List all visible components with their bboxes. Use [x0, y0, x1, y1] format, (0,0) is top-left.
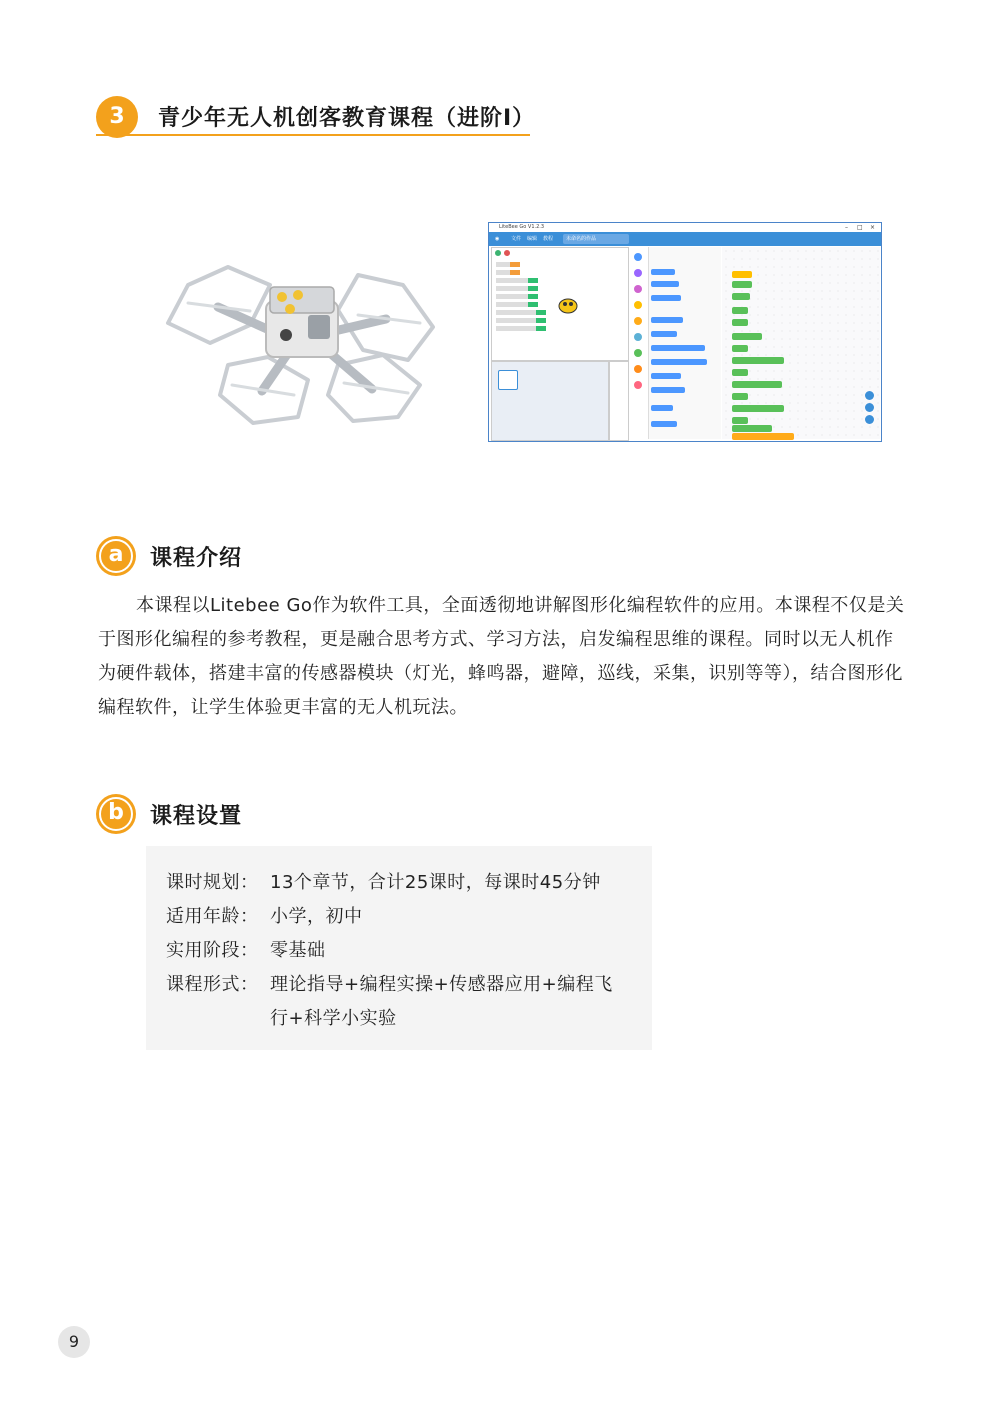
script-block	[732, 281, 752, 288]
backdrop-panel	[609, 361, 629, 441]
category-dot	[634, 317, 642, 325]
script-block	[732, 345, 748, 352]
script-block	[732, 307, 748, 314]
category-dot	[634, 253, 642, 261]
settings-row	[166, 934, 326, 968]
sprite-thumbnail	[498, 370, 518, 390]
zoom-reset-icon	[865, 415, 874, 424]
zoom-in-icon	[865, 391, 874, 400]
globe-icon: ◉	[495, 236, 500, 242]
script-block	[732, 425, 772, 432]
category-column	[630, 247, 649, 439]
settings-row	[166, 900, 363, 934]
category-dot	[634, 349, 642, 357]
settings-badge-letter: b	[108, 800, 124, 825]
palette-block	[651, 345, 705, 351]
block-palette	[649, 247, 721, 439]
toolbar-file: 文件	[511, 236, 522, 242]
script-block	[732, 357, 784, 364]
stage-panel	[491, 247, 629, 361]
maximize-icon: □	[857, 224, 863, 231]
intro-paragraph: 本课程以Litebee Go作为软件工具，全面透彻地讲解图形化编程软件的应用。本课程不仅是关于图形化编程的参考教程，更是融合思考方式、学习方法，启发编程思维的课程。同时以无人机作为硬件载体，搭建丰富的传感器模块（灯光，蜂鸣器，避障，巡线，采集，识别等等），结合图形化编程软件，让学生体验更丰富的无人机玩法。	[98, 595, 905, 718]
title-underline	[96, 134, 530, 136]
palette-block	[651, 387, 685, 393]
software-screenshot	[488, 222, 882, 442]
script-block	[732, 319, 748, 326]
palette-block	[651, 317, 683, 323]
script-block	[732, 369, 748, 376]
category-dot	[634, 269, 642, 277]
settings-row	[166, 866, 601, 900]
palette-block	[651, 295, 681, 301]
app-toolbar	[489, 232, 881, 246]
palette-block	[651, 281, 679, 287]
settings-label: 课程形式：	[166, 974, 259, 995]
settings-value: 理论指导+编程实操+传感器应用+编程飞	[270, 974, 613, 995]
palette-block	[651, 269, 675, 275]
toolbar-edit: 编辑	[527, 236, 538, 242]
script-block	[732, 393, 748, 400]
intro-title: 课程介绍	[150, 546, 243, 571]
zoom-out-icon	[865, 403, 874, 412]
palette-block	[651, 359, 707, 365]
close-icon: ×	[870, 224, 876, 231]
settings-title: 课程设置	[150, 804, 243, 829]
drone-image	[158, 245, 440, 425]
palette-block	[651, 405, 673, 411]
script-block	[732, 381, 782, 388]
category-dot	[634, 301, 642, 309]
toolbar-tutorial: 教程	[543, 236, 554, 242]
minimize-icon: –	[845, 224, 848, 231]
palette-block	[651, 331, 677, 337]
script-block	[732, 417, 748, 424]
script-block	[732, 405, 784, 412]
script-block	[732, 271, 752, 278]
category-dot	[634, 285, 642, 293]
settings-value: 零基础	[270, 940, 326, 961]
settings-value: 行+科学小实验	[270, 1008, 397, 1029]
settings-label: 课时规划：	[166, 872, 259, 893]
category-dot	[634, 333, 642, 341]
settings-label: 实用阶段：	[166, 940, 259, 961]
settings-value: 13个章节，合计25课时，每课时45分钟	[270, 872, 601, 893]
settings-value: 小学，初中	[270, 906, 363, 927]
settings-label: 适用年龄：	[166, 906, 259, 927]
script-block	[732, 433, 794, 440]
script-block	[732, 333, 762, 340]
settings-box	[146, 846, 652, 1050]
palette-block	[651, 421, 677, 427]
project-name-field: 未命名的作品	[563, 234, 629, 244]
script-block	[732, 293, 750, 300]
script-workspace	[722, 247, 880, 439]
category-dot	[634, 365, 642, 373]
sprite-panel	[491, 361, 609, 441]
app-window-title: LiteBee Go V1.2.3	[499, 224, 545, 230]
settings-row	[166, 968, 613, 1002]
section-number-badge: 3	[96, 96, 138, 138]
category-dot	[634, 381, 642, 389]
page-title: 青少年无人机创客教育课程（进阶I）	[158, 106, 536, 131]
stage-blocks	[492, 248, 628, 360]
intro-badge-letter: a	[108, 542, 124, 567]
page-number: 9	[58, 1326, 90, 1358]
palette-block	[651, 373, 681, 379]
